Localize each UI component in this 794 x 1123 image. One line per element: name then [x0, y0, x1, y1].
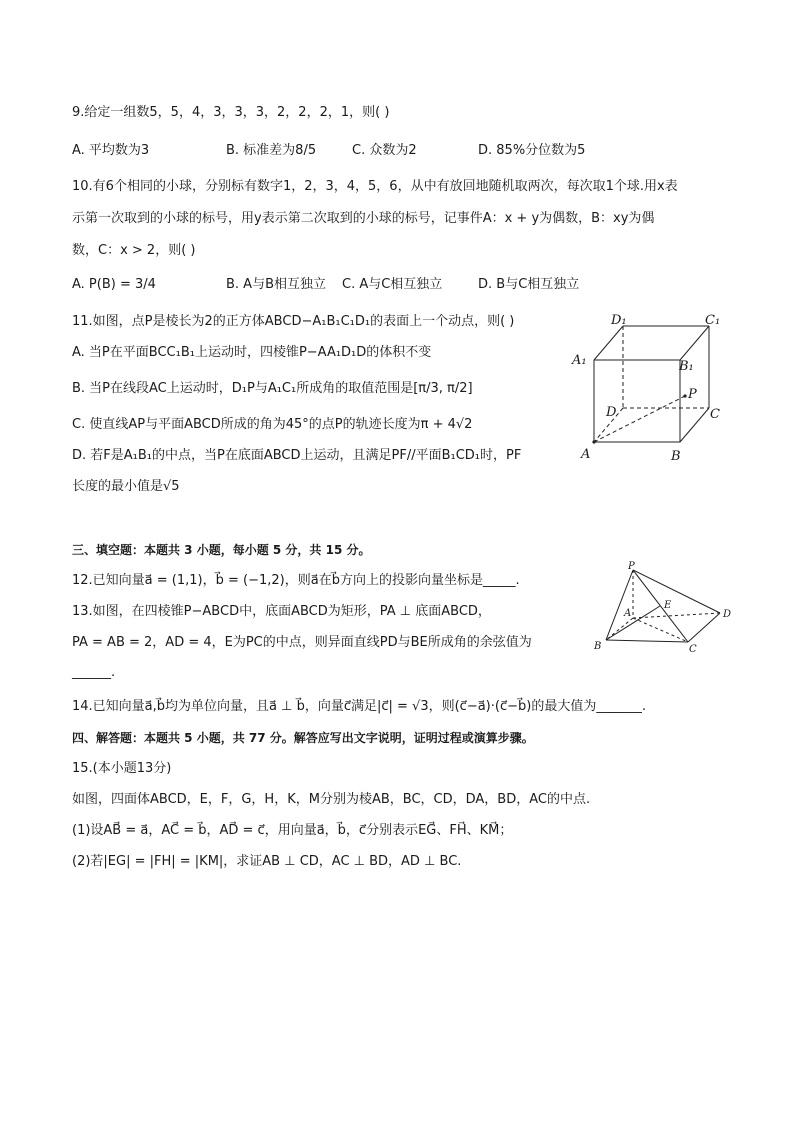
q10-option-d: D. B与C相互独立 [478, 277, 580, 292]
label-b: B [594, 641, 602, 652]
q10-line-2: 示第一次取到的小球的标号，用y表示第二次取到的小球的标号，记事件A：x + y为偶数，B：xy为偶 [72, 211, 655, 226]
q15-stem: 如图，四面体ABCD，E，F，G，H，K，M分别为棱AB，BC，CD，DA，BD，AC的中点. [72, 792, 591, 807]
q9-stem: 9.给定一组数5，5，4，3，3，3，2，2，2，1，则( ) [72, 105, 390, 120]
pyramid-figure [588, 558, 738, 658]
q9-option-a: A. 平均数为3 [72, 143, 150, 158]
q10-option-a: A. P(B) = 3/4 [72, 277, 156, 292]
q10-option-c: C. A与C相互独立 [342, 277, 443, 292]
q15-part-2: (2)若|EG| = |FH| = |KM|，求证AB ⊥ CD，AC ⊥ BD，AD ⊥ BC. [72, 854, 462, 869]
cube-figure [565, 310, 735, 465]
q11-option-c: C. 使直线AP与平面ABCD所成的角为45°的点P的轨迹长度为π + 4√2 [72, 417, 473, 432]
label-c: C [710, 407, 720, 422]
label-p: P [628, 561, 635, 572]
label-a: A [624, 608, 632, 619]
section-4-heading: 四、解答题：本题共 5 小题，共 77 分。解答应写出文字说明，证明过程或演算步骤。 [72, 731, 534, 745]
q9-option-d: D. 85%分位数为5 [478, 143, 586, 158]
label-d1: D₁ [611, 313, 627, 328]
label-a1: A₁ [572, 353, 587, 368]
q11-option-d-line-1: D. 若F是A₁B₁的中点，当P在底面ABCD上运动，且满足PF//平面B₁CD₁时，PF [72, 448, 522, 463]
label-c: C [689, 644, 697, 655]
q15-part-1: (1)设AB⃗ = a⃗，AC⃗ = b⃗，AD⃗ = c⃗，用向量a⃗，b⃗，c⃗分别表示EG⃗、FH⃗、KM⃗； [72, 823, 513, 838]
q12-text: 12.已知向量a⃗ = (1,1)，b⃗ = (−1,2)，则a⃗在b⃗方向上的投影向量坐标是_____. [72, 573, 520, 588]
label-b: B [671, 449, 681, 464]
q10-line-1: 10.有6个相同的小球，分别标有数字1，2，3，4，5，6，从中有放回地随机取两次，每次取1个球.用x表 [72, 179, 678, 194]
q10-line-3: 数，C：x > 2，则( ) [72, 243, 196, 258]
q14-text: 14.已知向量a⃗,b⃗均为单位向量，且a⃗ ⊥ b⃗，向量c⃗满足|c⃗| = √3，则(c⃗−a⃗)·(c⃗−b⃗)的最大值为_______. [72, 699, 646, 714]
label-d: D [606, 405, 617, 420]
q11-option-a: A. 当P在平面BCC₁B₁上运动时，四棱锥P−AA₁D₁D的体积不变 [72, 345, 432, 360]
q15-title: 15.(本小题13分) [72, 761, 172, 776]
q13-line-1: 13.如图，在四棱锥P−ABCD中，底面ABCD为矩形，PA ⊥ 底面ABCD， [72, 604, 491, 619]
label-e: E [664, 600, 672, 611]
q10-option-b: B. A与B相互独立 [226, 277, 326, 292]
label-c1: C₁ [705, 313, 721, 328]
label-d: D [723, 609, 732, 620]
q11-option-b: B. 当P在线段AC上运动时，D₁P与A₁C₁所成角的取值范围是[π/3, π/2] [72, 381, 473, 396]
section-3-heading: 三、填空题：本题共 3 小题，每小题 5 分，共 15 分。 [72, 543, 371, 557]
q11-option-d-line-2: 长度的最小值是√5 [72, 479, 180, 494]
label-a: A [581, 447, 591, 462]
label-p: P [688, 387, 697, 402]
label-b1: B₁ [679, 359, 694, 374]
q13-line-2: PA = AB = 2，AD = 4，E为PC的中点，则异面直线PD与BE所成角的余弦值为 [72, 635, 532, 650]
q9-option-b: B. 标准差为8/5 [226, 143, 317, 158]
q13-line-3: ______. [72, 665, 116, 680]
q11-stem: 11.如图，点P是棱长为2的正方体ABCD−A₁B₁C₁D₁的表面上一个动点，则( ) [72, 314, 515, 329]
q9-option-c: C. 众数为2 [352, 143, 417, 158]
